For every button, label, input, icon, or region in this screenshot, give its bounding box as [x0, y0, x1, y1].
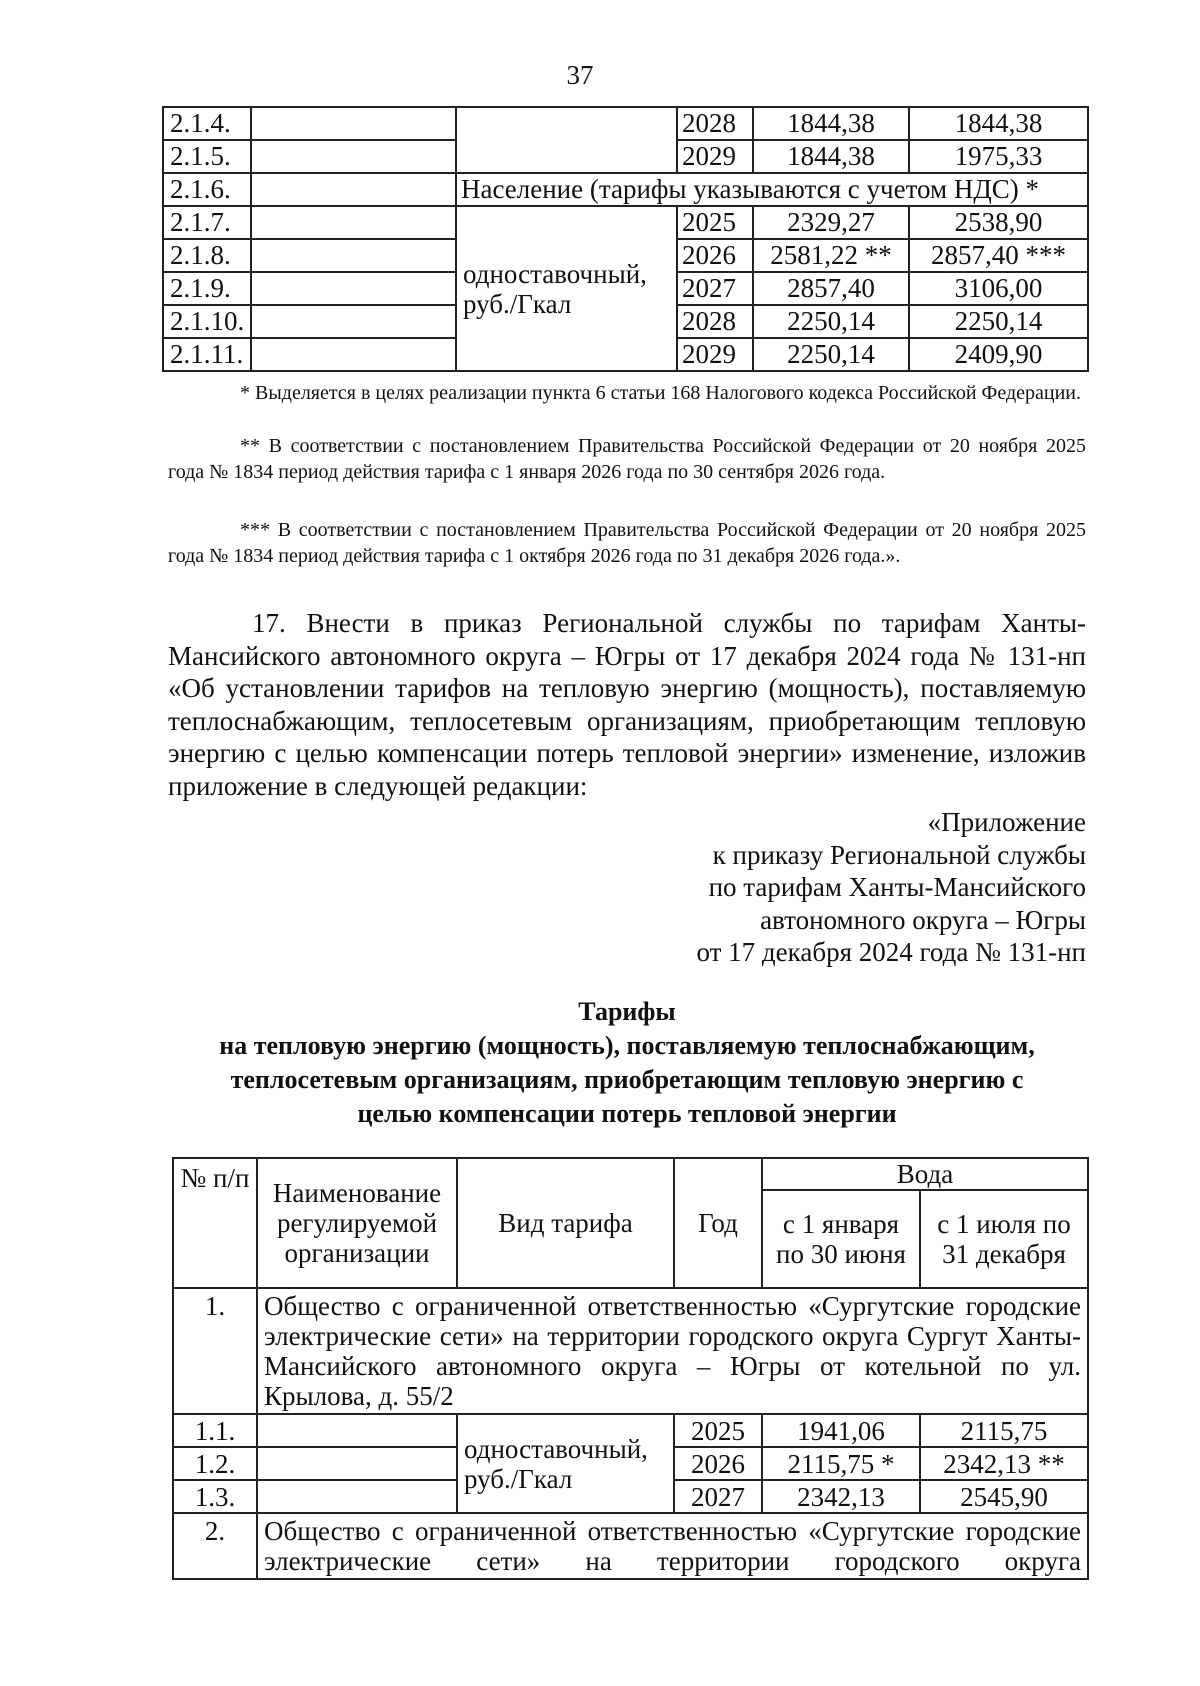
row-number: 1.1.	[173, 1414, 257, 1447]
year-cell: 2026	[674, 1447, 762, 1480]
table-row	[163, 173, 1088, 206]
row-number: 2.1.10.	[163, 305, 251, 338]
org-cell	[251, 206, 456, 239]
row-number: 2.1.8.	[163, 239, 251, 272]
table-row	[163, 107, 1088, 140]
header-year: Год	[674, 1158, 762, 1288]
org-cell	[251, 338, 456, 371]
row-number: 1.	[173, 1288, 257, 1414]
value-cell: 2250,14	[909, 305, 1088, 338]
header-num: № п/п	[173, 1158, 257, 1288]
header-org: Наименование регулируемой организации	[257, 1158, 457, 1288]
value-cell: 2342,13	[762, 1480, 920, 1513]
tariff-type-cell: одноставочный, руб./Гкал	[457, 1414, 674, 1513]
org-cell	[251, 272, 456, 305]
row-number: 2.1.7.	[163, 206, 251, 239]
value-cell: 2115,75	[920, 1414, 1088, 1447]
row-number: 1.2.	[173, 1447, 257, 1480]
value-cell: 1844,38	[909, 107, 1088, 140]
value-cell: 1941,06	[762, 1414, 920, 1447]
year-cell: 2029	[677, 140, 753, 173]
org-cell	[257, 1480, 457, 1513]
row-number: 2.1.11.	[163, 338, 251, 371]
value-cell: 2115,75 *	[762, 1447, 920, 1480]
org-cell	[257, 1447, 457, 1480]
value-cell: 2857,40	[753, 272, 909, 305]
org-cell	[251, 239, 456, 272]
title-line: на тепловую энергию (мощность), поставляемую теплоснабжающим,	[219, 1031, 1035, 1060]
org-cell	[251, 305, 456, 338]
value-cell: 2581,22 **	[753, 239, 909, 272]
table-row	[173, 1414, 1088, 1447]
page-number: 37	[566, 60, 594, 90]
year-cell: 2028	[677, 107, 753, 140]
value-cell: 2250,14	[753, 305, 909, 338]
row-number: 2.	[173, 1513, 257, 1579]
org-cell	[257, 1414, 457, 1447]
header-second-half: с 1 июля по 31 декабря	[920, 1190, 1088, 1288]
header-water: Вода	[762, 1158, 1088, 1190]
value-cell: 2329,27	[753, 206, 909, 239]
year-cell: 2029	[677, 338, 753, 371]
year-cell: 2027	[677, 272, 753, 305]
value-cell: 1975,33	[909, 140, 1088, 173]
value-cell: 1844,38	[753, 107, 909, 140]
appendix-line: по тарифам Ханты-Мансийского	[708, 872, 1086, 903]
tariff-type-cell: одноставочный, руб./Гкал	[456, 206, 677, 371]
table-row	[163, 206, 1088, 239]
value-cell: 2857,40 ***	[909, 239, 1088, 272]
row-number: 2.1.6.	[163, 173, 251, 206]
header-first-half: с 1 января по 30 июня	[762, 1190, 920, 1288]
org-row	[173, 1513, 1088, 1579]
appendix-line: «Приложение	[927, 807, 1086, 837]
org-name: Общество с ограниченной ответственностью «Сургутские городские электрические сети» на территории городского округа Сургут Ханты-Мансийского автономного округа – Югры от котельной по ул. Крылова, д. 55/2	[257, 1288, 1088, 1414]
value-cell: 1844,38	[753, 140, 909, 173]
year-cell: 2028	[677, 305, 753, 338]
row-number: 1.3.	[173, 1480, 257, 1513]
row-number: 2.1.4.	[163, 107, 251, 140]
org-cell	[251, 107, 456, 140]
org-cell	[251, 140, 456, 173]
value-cell: 2250,14	[753, 338, 909, 371]
org-row	[173, 1288, 1088, 1414]
population-header: Население (тарифы указываются с учетом НДС) *	[456, 173, 1088, 206]
org-cell	[251, 173, 456, 206]
value-cell: 3106,00	[909, 272, 1088, 305]
footnote-1: * Выделяется в целях реализации пункта 6 статьи 168 Налогового кодекса Российской Федерации.	[240, 382, 1082, 404]
year-cell: 2025	[677, 206, 753, 239]
year-cell: 2026	[677, 239, 753, 272]
title-line: теплосетевым организациям, приобретающим тепловую энергию с	[230, 1065, 1024, 1094]
value-cell: 2545,90	[920, 1480, 1088, 1513]
row-number: 2.1.5.	[163, 140, 251, 173]
tariff-table-continuation	[162, 106, 1089, 372]
footnote-2: ** В соответствии с постановлением Правительства Российской Федерации от 20 ноября 2025 года № 1834 период действия тарифа с 1 января 2026 года по 30 сентября 2026 года.	[168, 435, 1086, 483]
footnote-3: *** В соответствии с постановлением Правительства Российской Федерации от 20 ноября 2025 года № 1834 период действия тарифа с 1 октября 2026 года по 31 декабря 2026 года.».	[168, 519, 1086, 567]
document-title	[168, 995, 1086, 1131]
year-cell: 2025	[674, 1414, 762, 1447]
appendix-line: к приказу Региональной службы	[712, 839, 1086, 870]
paragraph-17: 17. Внести в приказ Региональной службы по тарифам Ханты-Мансийского автономного округа – Югры от 17 декабря 2024 года № 131-нп «Об установлении тарифов на тепловую энергию (мощность), поставляемую теплоснабжающим, теплосетевым организациям, приобретающим тепловую энергию с целью компенсации потерь тепловой энергии» изменение, изложив приложение в следующей редакции:	[168, 608, 1086, 801]
title-line: Тарифы	[578, 997, 676, 1026]
value-cell: 2538,90	[909, 206, 1088, 239]
appendix-reference	[586, 806, 1086, 969]
org-name: Общество с ограниченной ответственностью «Сургутские городские электрические сети» на территории городского округа	[257, 1513, 1088, 1579]
appendix-line: от 17 декабря 2024 года № 131-нп	[696, 937, 1086, 968]
value-cell: 2409,90	[909, 338, 1088, 371]
tariff-table	[172, 1157, 1089, 1580]
year-cell: 2027	[674, 1480, 762, 1513]
value-cell: 2342,13 **	[920, 1447, 1088, 1480]
title-line: целью компенсации потерь тепловой энергии	[357, 1099, 897, 1128]
tariff-type-cell	[456, 107, 677, 173]
row-number: 2.1.9.	[163, 272, 251, 305]
header-row	[173, 1158, 1088, 1190]
header-tariff-type: Вид тарифа	[457, 1158, 674, 1288]
appendix-line: автономного округа – Югры	[760, 904, 1086, 935]
